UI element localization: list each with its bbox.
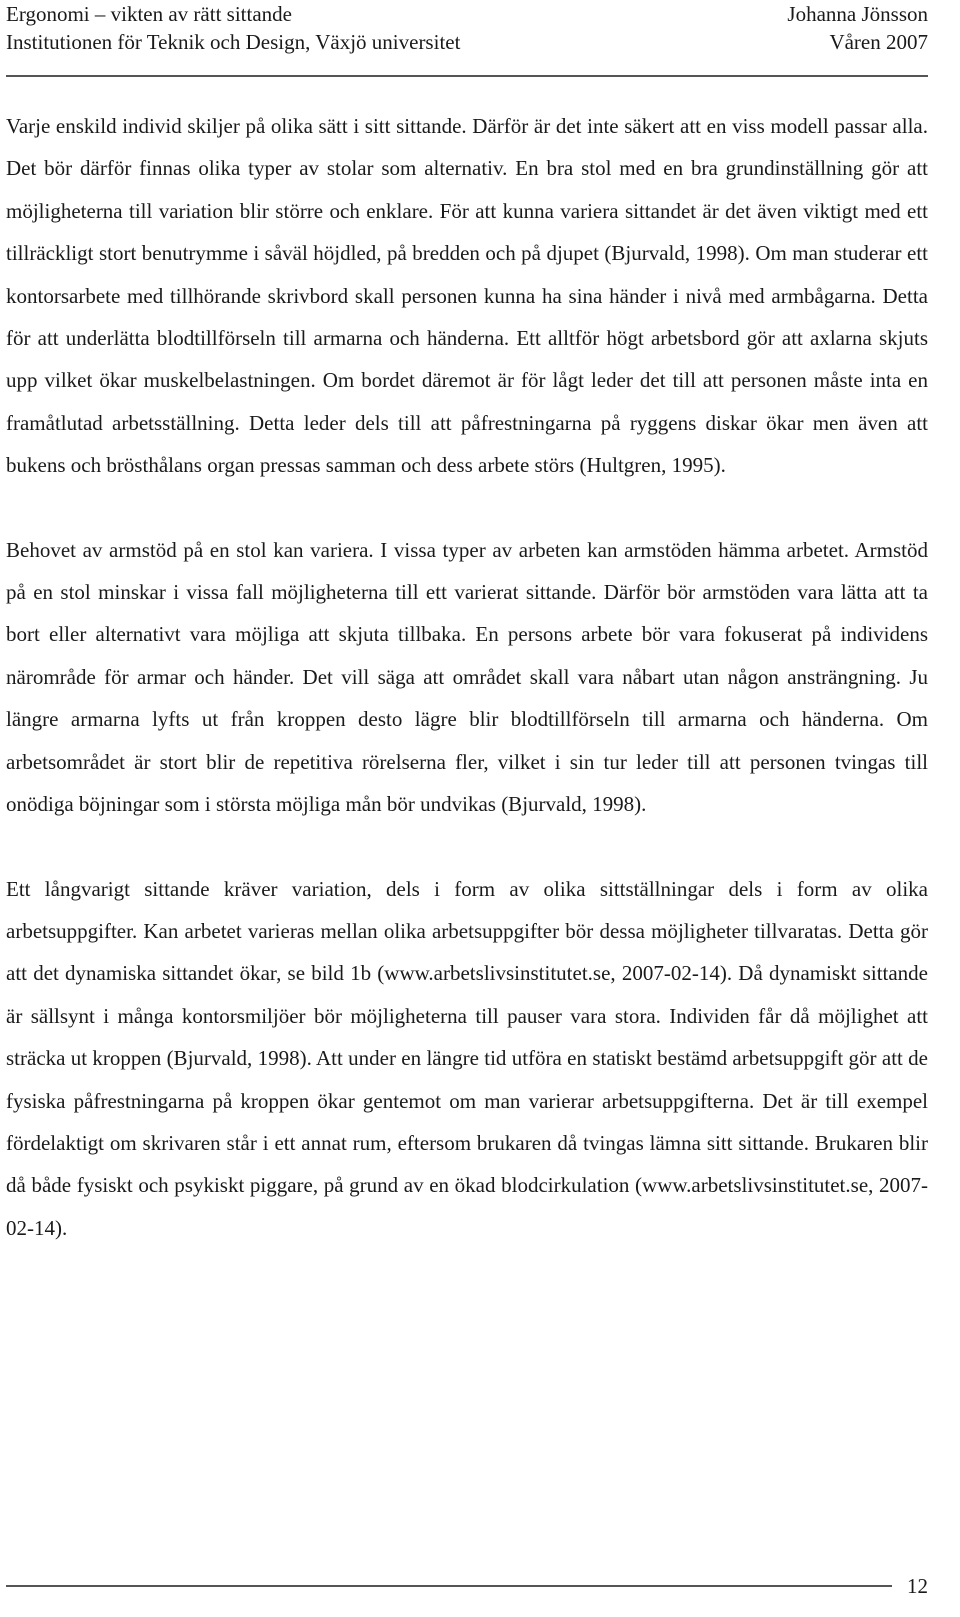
header-row-1	[6, 0, 928, 28]
header-author: Johanna Jönsson	[787, 2, 928, 26]
footer-divider	[6, 1585, 892, 1587]
header-institution: Institutionen för Teknik och Design, Växjö universitet	[6, 30, 461, 54]
header-term: Våren 2007	[829, 30, 928, 54]
paragraph: Varje enskild individ skiljer på olika sätt i sitt sittande. Därför är det inte säkert att en viss modell passar alla. Det bör därför finnas olika typer av stolar som alternativ. En bra stol med en bra grundinställning gör att möjligheterna till variation blir större och enklare. För att kunna variera sittandet är det även viktigt med ett tillräckligt stort benutrymme i såväl höjdled, på bredden och på djupet (Bjurvald, 1998). Om man studerar ett kontorsarbete med tillhörande skrivbord skall personen kunna ha sina händer i nivå med armbågarna. Detta för att underlätta blodtillförseln till armarna och händerna. Ett alltför högt arbetsbord gör att axlarna skjuts upp vilket ökar muskelbelastningen. Om bordet däremot är för lågt leder det till att personen måste inta en framåtlutad arbetsställning. Detta leder dels till att påfrestningarna på ryggens diskar ökar men även att bukens och brösthålans organ pressas samman och dess arbete störs (Hultgren, 1995).	[6, 114, 928, 478]
header-divider	[6, 75, 928, 77]
header-title: Ergonomi – vikten av rätt sittande	[6, 2, 292, 26]
paragraph: Ett långvarigt sittande kräver variation, dels i form av olika sittställningar dels i form av olika arbetsuppgifter. Kan arbetet varieras mellan olika arbetsuppgifter bör dessa möjligheter tillvaratas. Detta gör att det dynamiska sittandet ökar, se bild 1b (www.arbetslivsinstitutet.se, 2007-02-14). Då dynamiskt sittande är sällsynt i många kontorsmiljöer bör möjligheterna till pauser vara stora. Individen får då möjlighet att sträcka ut kroppen (Bjurvald, 1998). Att under en längre tid utföra en statiskt bestämd arbetsuppgift gör att de fysiska påfrestningarna på kroppen ökar gentemot om man varierar arbetsuppgifterna. Det är till exempel fördelaktigt om skrivaren står i ett annat rum, eftersom brukaren då tvingas lämna sitt sittande. Brukaren blir då både fysiskt och psykiskt piggare, på grund av en ökad blodcirkulation (www.arbetslivsinstitutet.se, 2007-02-14).	[6, 876, 928, 1240]
body-text	[6, 105, 928, 1291]
page-header	[6, 0, 928, 56]
header-row-2	[6, 28, 928, 56]
paragraph: Behovet av armstöd på en stol kan variera. I vissa typer av arbeten kan armstöden hämma arbetet. Armstöd på en stol minskar i vissa fall möjligheterna till ett varierat sittande. Därför bör armstöden vara lätta att ta bort eller alternativt vara möjliga att skjuta tillbaka. En persons arbete bör vara fokuserat på individens närområde för armar och händer. Det vill säga att området skall vara nåbart utan någon ansträngning. Ju längre armarna lyfts ut från kroppen desto lägre blir blodtillförseln till armarna och händerna. Om arbetsområdet är stort blir de repetitiva rörelserna fler, vilket i sin tur leder till att personen tvingas till onödiga böjningar som i största möjliga mån bör undvikas (Bjurvald, 1998).	[6, 537, 928, 817]
page-number: 12	[907, 1574, 928, 1598]
